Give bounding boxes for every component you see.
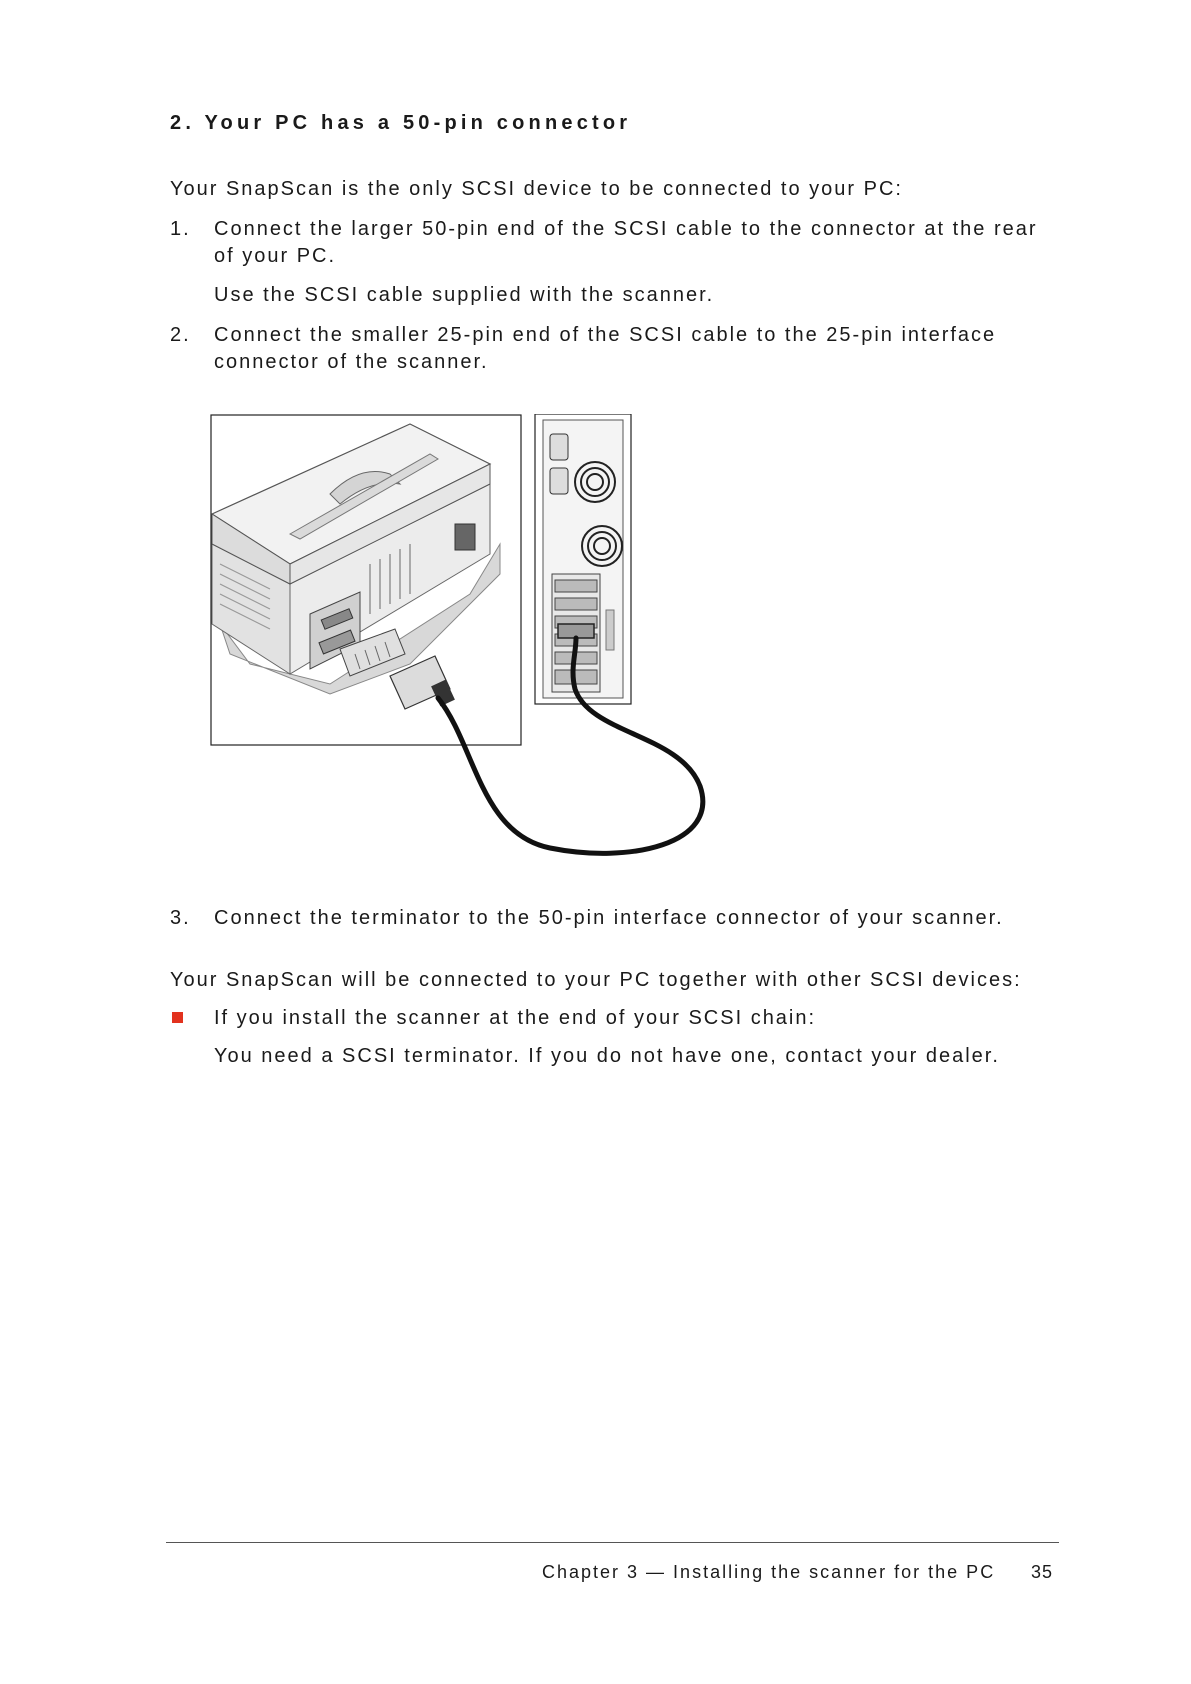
bullet-text: If you install the scanner at the end of your SCSI chain: [214, 1007, 817, 1029]
scsi-connection-illustration [210, 414, 770, 904]
step-number: 1. [170, 218, 191, 240]
step-note: Use the SCSI cable supplied with the scanner. [214, 284, 715, 306]
step-text-line: Connect the smaller 25-pin end of the SCSI cable to the 25-pin interface [214, 324, 997, 346]
step-text-line: Connect the terminator to the 50-pin interface connector of your scanner. [214, 907, 1004, 929]
bullet-note: You need a SCSI terminator. If you do not have one, contact your dealer. [214, 1045, 1000, 1067]
pc-tower-icon [543, 420, 623, 698]
step-number: 3. [170, 907, 191, 929]
page-number: 35 [1031, 1562, 1054, 1582]
footer-chapter-title: Chapter 3 — Installing the scanner for the PC [542, 1562, 996, 1582]
step-text-line: connector of the scanner. [214, 351, 489, 373]
section-heading: 2. Your PC has a 50-pin connector [170, 112, 632, 134]
step-text-line: Connect the larger 50-pin end of the SCSI cable to the connector at the rear [214, 218, 1038, 240]
chain-intro-text: Your SnapScan will be connected to your PC together with other SCSI devices: [170, 969, 1022, 991]
intro-text: Your SnapScan is the only SCSI device to be connected to your PC: [170, 178, 903, 200]
bullet-square-icon [172, 1012, 183, 1023]
footer-divider [166, 1542, 1059, 1543]
step-number: 2. [170, 324, 191, 346]
step-text-line: of your PC. [214, 245, 337, 267]
